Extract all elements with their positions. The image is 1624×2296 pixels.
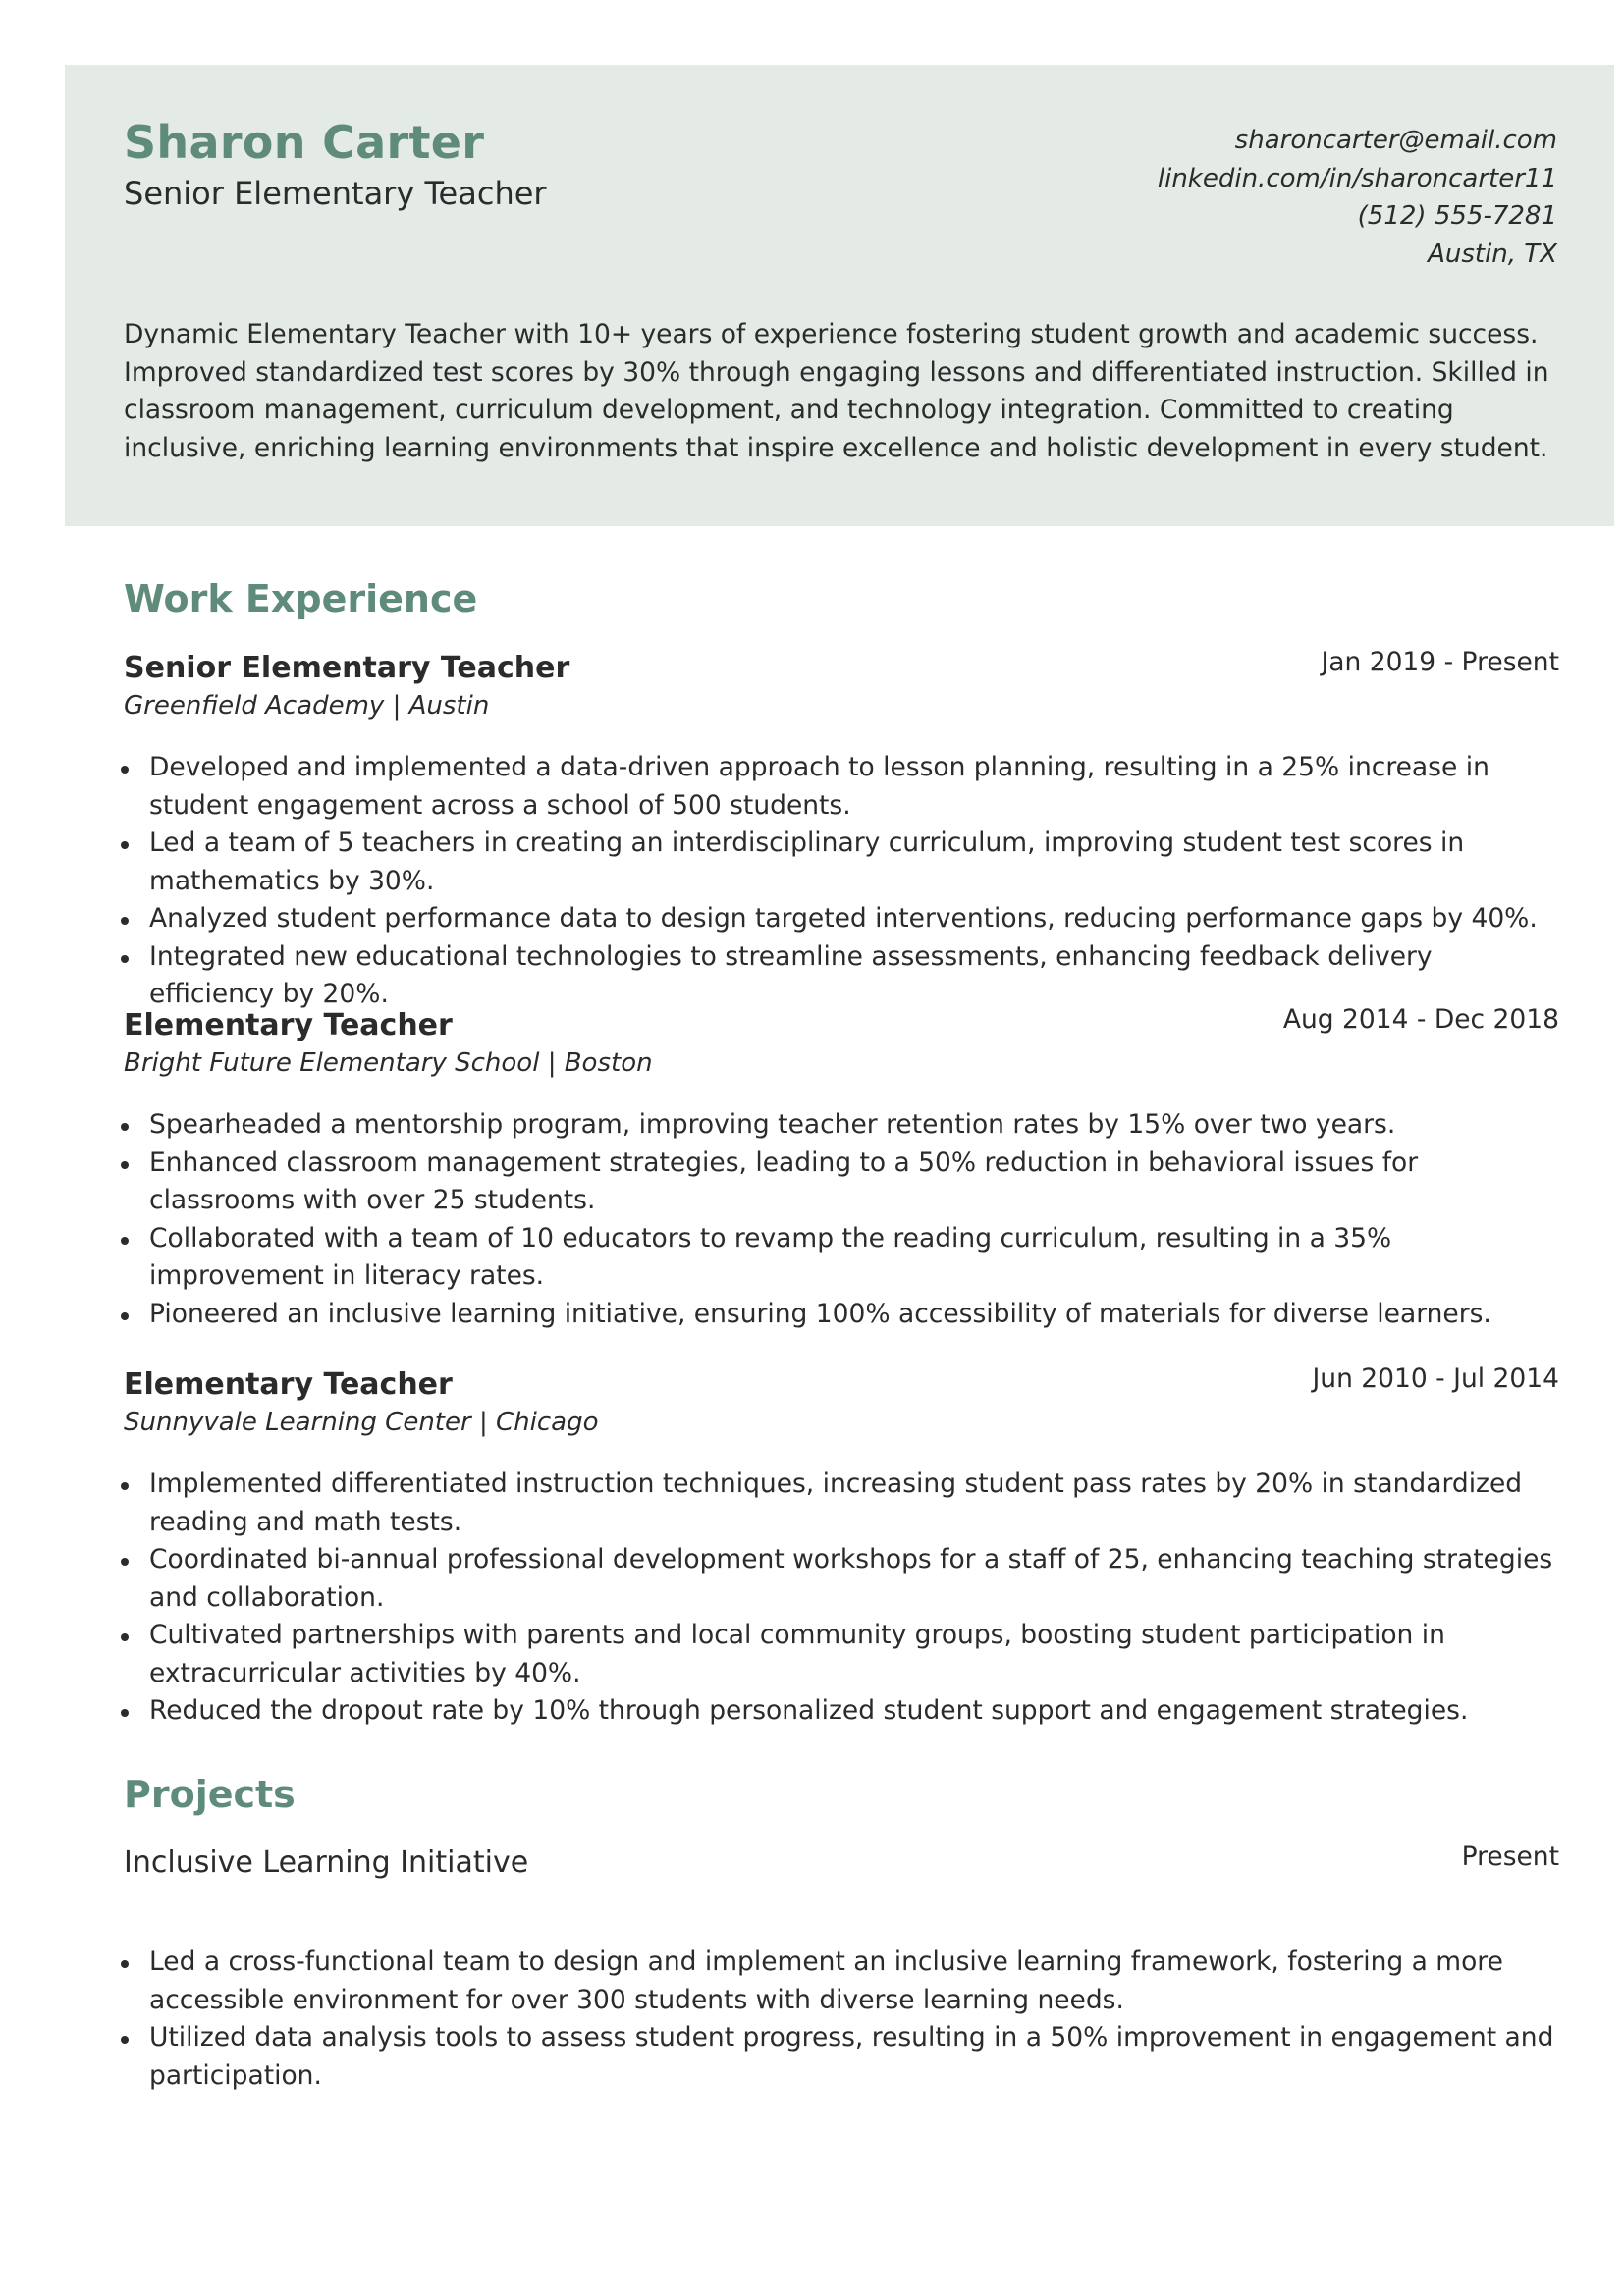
professional-summary: Dynamic Elementary Teacher with 10+ years of experience fostering student growth and academic success. Improved standardized test scores by 30% through engaging lessons and differentiated instruction. Skilled in classroom management, curriculum development, and technology integration. Committed to creating inclusive, enriching learning environments that inspire excellence and holistic development in every student. [124,319,1549,463]
project-bullets [124,1944,1559,2095]
bullet-icon [121,1237,129,1245]
list-item [124,825,1559,900]
list-item [124,1944,1559,2019]
job-header [124,1363,1559,1405]
contact-block [1158,122,1557,273]
list-item [124,900,1559,938]
contact-linkedin[interactable]: linkedin.com/in/sharoncarter11 [1157,163,1557,193]
bullet-text: Implemented differentiated instruction techniques, increasing student pass rates by 20% in standardized reading and math tests. [149,1468,1523,1537]
bullet-icon [121,1633,129,1641]
job-dates: Jun 2010 - Jul 2014 [1312,1363,1559,1394]
job-title: Elementary Teacher [124,1367,453,1402]
list-item [124,1220,1559,1296]
job-entry [124,1363,1559,1731]
job-header [124,1004,1559,1045]
bullet-text: Collaborated with a team of 10 educators to revamp the reading curriculum, resulting in a 35% improvement in literacy rates. [149,1222,1392,1291]
bullet-text: Enhanced classroom management strategies, leading to a 50% reduction in behavioral issues for classrooms with over 25 students. [149,1147,1419,1215]
project-header [124,1842,1559,1883]
contact-phone: (512) 555-7281 [1357,201,1557,231]
list-item [124,1106,1559,1145]
list-item [124,1617,1559,1692]
bullet-icon [121,1161,129,1169]
bullet-text: Spearheaded a mentorship program, improving teacher retention rates by 15% over two years. [149,1109,1396,1140]
list-item [124,1541,1559,1617]
candidate-name: Sharon Carter [124,116,485,169]
contact-email[interactable]: sharoncarter@email.com [1234,126,1557,155]
bullet-icon [121,1123,129,1131]
bullet-icon [121,841,129,849]
bullet-text: Cultivated partnerships with parents and local community groups, boosting student participation in extracurricular activities by 40%. [149,1620,1445,1688]
job-dates: Jan 2019 - Present [1321,647,1559,677]
bullet-text: Led a cross-functional team to design and implement an inclusive learning framework, fostering a more accessible environment for over 300 students with diverse learning needs. [149,1947,1503,2015]
bullet-icon [121,1482,129,1490]
job-bullets [124,749,1559,1014]
bullet-text: Reduced the dropout rate by 10% through personalized student support and engagement strategies. [149,1695,1469,1726]
list-item [124,1296,1559,1334]
bullet-text: Analyzed student performance data to design targeted interventions, reducing performance gaps by 40%. [149,903,1538,934]
list-item [124,1145,1559,1220]
list-item [124,1692,1559,1731]
bullet-icon [121,2036,129,2044]
job-entry [124,647,1559,1014]
list-item [124,938,1559,1014]
contact-location: Austin, TX [1428,239,1557,269]
bullet-text: Led a team of 5 teachers in creating an interdisciplinary curriculum, improving student test scores in mathematics by 30%. [149,828,1465,896]
bullet-text: Integrated new educational technologies to streamline assessments, enhancing feedback delivery efficiency by 20%. [149,940,1433,1009]
bullet-icon [121,917,129,925]
bullet-icon [121,1960,129,1968]
project-entry [124,1842,1559,2095]
section-title-work-experience: Work Experience [124,577,478,620]
job-header [124,647,1559,688]
list-item [124,749,1559,825]
project-title: Inclusive Learning Initiative [124,1845,529,1880]
bullet-icon [121,1709,129,1717]
job-title: Elementary Teacher [124,1008,453,1042]
job-entry [124,1004,1559,1333]
list-item [124,1466,1559,1541]
job-organization: Sunnyvale Learning Center | Chicago [124,1408,599,1437]
project-dates: Present [1461,1842,1559,1872]
bullet-text: Pioneered an inclusive learning initiative, ensuring 100% accessibility of materials for diverse learners. [149,1298,1491,1329]
bullet-text: Utilized data analysis tools to assess student progress, resulting in a 50% improvement in engagement and participation. [149,2022,1554,2091]
list-item [124,2019,1559,2095]
bullet-icon [121,1312,129,1320]
bullet-icon [121,1558,129,1566]
bullet-text: Developed and implemented a data-driven approach to lesson planning, resulting in a 25% increase in student engagement across a school of 500 students. [149,752,1489,821]
job-bullets [124,1106,1559,1333]
job-bullets [124,1466,1559,1731]
bullet-text: Coordinated bi-annual professional development workshops for a staff of 25, enhancing teaching strategies and collaboration. [149,1544,1553,1613]
candidate-title: Senior Elementary Teacher [124,175,547,212]
job-title: Senior Elementary Teacher [124,651,570,685]
job-dates: Aug 2014 - Dec 2018 [1282,1004,1559,1035]
bullet-icon [121,955,129,963]
section-title-projects: Projects [124,1773,296,1816]
job-organization: Greenfield Academy | Austin [124,691,490,721]
job-organization: Bright Future Elementary School | Boston [124,1048,653,1078]
bullet-icon [121,766,129,774]
